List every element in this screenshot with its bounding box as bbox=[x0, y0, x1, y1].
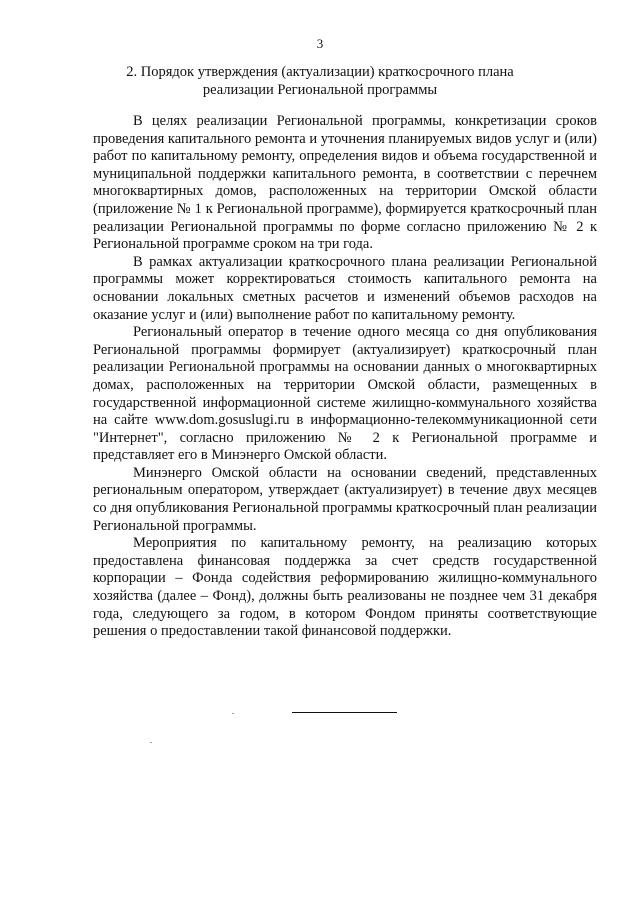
page-number: 3 bbox=[316, 36, 324, 51]
paragraph-regional-operator: Региональный оператор в течение одного месяца со дня опубликования Региональной программы формирует (актуализирует) краткосрочный план реализации Региональной программы на основании данных о многоквартирных домах, расположенных на территории Омской области, размещенных в государственной информационной системе жилищно-коммунального хозяйства на сайте www.dom.gosuslugi.ru в информационно-телекоммуникационной сети "Интернет", согласно приложению № 2 к Региональной программе и представляет его в Минэнерго Омской области. bbox=[93, 324, 597, 464]
paragraph-ministry-approval: Минэнерго Омской области на основании сведений, представленных региональным оператором, утверждает (актуализирует) в течение двух месяцев со дня опубликования Региональной программы краткосрочный план реализации Региональной программы. bbox=[93, 464, 597, 534]
scan-speck bbox=[150, 742, 152, 743]
paragraph-fund-deadline: Мероприятия по капитальному ремонту, на реализацию которых предоставлена финансовая поддержка за счет средств государственной корпорации – Фонда содействия реформированию жилищно-коммунального хозяйства (далее – Фонд), должны быть реализованы не позднее чем 31 декабря года, следующего за годом, в котором Фондом приняты соответствующие решения о предоставлении такой финансовой поддержки. bbox=[93, 535, 597, 640]
section-heading: 2. Порядок утверждения (актуализации) краткосрочного плана реализации Региональной программы bbox=[126, 64, 514, 98]
scan-speck bbox=[232, 713, 234, 714]
paragraph-cost-adjustment: В рамках актуализации краткосрочного плана реализации Региональной программы может корректироваться стоимость капитального ремонта на основании локальных сметных расчетов и изменений объемов расходов на оказание услуг и (или) выполнение работ по капитальному ремонту. bbox=[93, 253, 597, 323]
section-body bbox=[93, 113, 597, 641]
paragraph-planning-purpose: В целях реализации Региональной программы, конкретизации сроков проведения капитального ремонта и уточнения планируемых видов услуг и (или) работ по капитальному ремонту, определения видов и объема государственной и муниципальной поддержки капитального ремонта, в соответствии с перечнем многоквартирных домов, расположенных на территории Омской области (приложение № 1 к Региональной программе), формируется краткосрочный план реализации Региональной программы по форме согласно приложению № 2 к Региональной программе сроком на три года. bbox=[93, 113, 597, 253]
end-separator-line bbox=[292, 712, 397, 713]
